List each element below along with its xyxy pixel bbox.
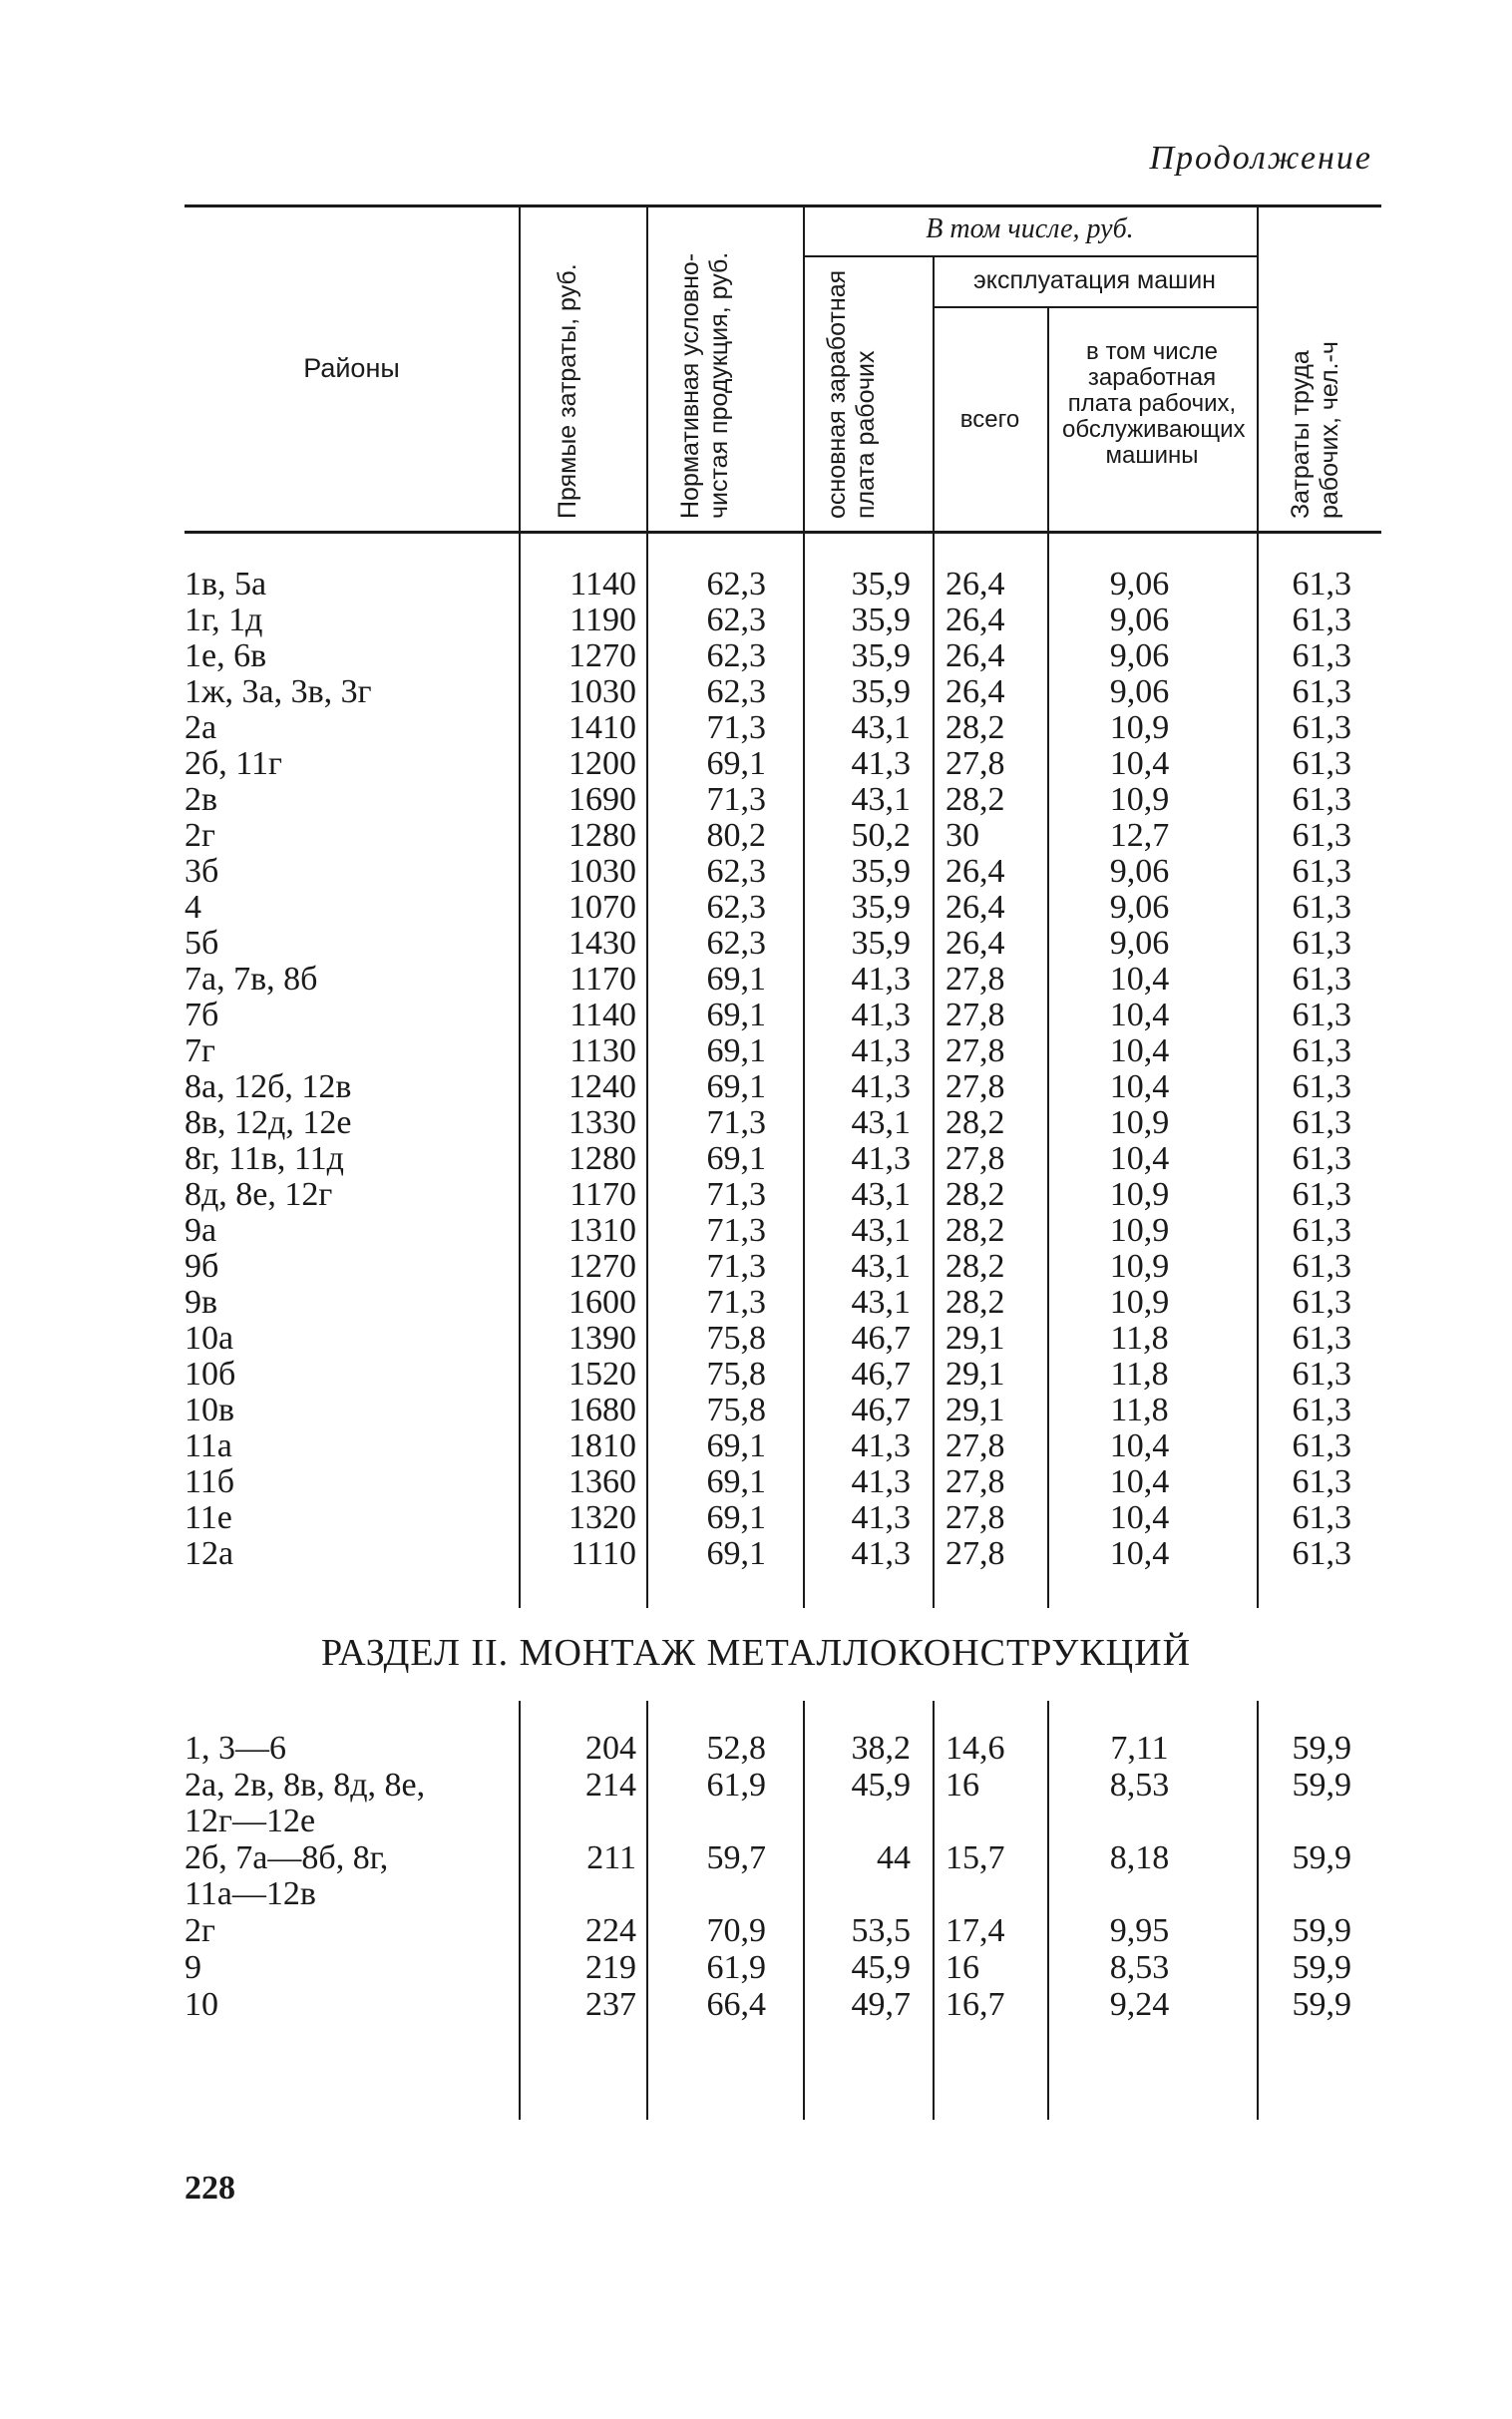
cell-wage: 43,1	[851, 1248, 911, 1285]
cell-direct: 1200	[568, 745, 636, 782]
cell-wage: 35,9	[851, 566, 911, 603]
cell-wage: 35,9	[851, 637, 911, 674]
cell-total: 28,2	[945, 1176, 1005, 1213]
header-normative-net: Нормативная условно-чистая продукция, руб.	[676, 251, 733, 519]
table-row	[0, 854, 1512, 890]
cell-region: 8д, 8е, 12г	[185, 1176, 333, 1213]
cell-direct: 1030	[568, 673, 636, 710]
cell-region: 11а	[185, 1427, 232, 1464]
cell-region: 8г, 11в, 11д	[185, 1140, 344, 1177]
cell-labor: 61,3	[1292, 1535, 1351, 1572]
table-row	[0, 1321, 1512, 1357]
header-labor-costs: Затраты труда рабочих, чел.-ч	[1287, 341, 1343, 519]
cell-region: 5б	[185, 925, 219, 962]
cell-mwage: 10,4	[1109, 1032, 1170, 1069]
cell-region: 2в	[185, 781, 218, 818]
cell-nucp: 71,3	[706, 1104, 766, 1141]
cell-region: 9а	[185, 1212, 217, 1249]
cell-total: 14,6	[945, 1730, 1005, 1767]
cell-nucp: 71,3	[706, 1212, 766, 1249]
cell-direct: 237	[585, 1986, 636, 2023]
page-number: 228	[185, 2170, 235, 2207]
cell-nucp: 75,8	[706, 1320, 766, 1357]
cell-labor: 61,3	[1292, 1104, 1351, 1141]
cell-total: 16	[945, 1767, 979, 1804]
cell-total: 27,8	[945, 997, 1005, 1033]
cell-wage: 35,9	[851, 602, 911, 638]
cell-wage: 43,1	[851, 781, 911, 818]
header-direct-costs: Прямые затраты, руб.	[554, 263, 581, 519]
cell-mwage: 9,06	[1109, 889, 1170, 926]
cell-total: 29,1	[945, 1356, 1005, 1393]
cell-wage: 43,1	[851, 1284, 911, 1321]
header-base-wage: основная заработная плата рабочих	[823, 269, 880, 519]
cell-labor: 59,9	[1292, 1986, 1351, 2023]
section2-title: РАЗДЕЛ II. МОНТАЖ МЕТАЛЛОКОНСТРУКЦИЙ	[320, 1632, 1192, 1674]
cell-total: 27,8	[945, 961, 1005, 998]
cell-mwage: 10,9	[1109, 781, 1170, 818]
cell-region: 2б, 7а—8б, 8г,	[185, 1839, 389, 1876]
cell-total: 27,8	[945, 1427, 1005, 1464]
cell-wage: 38,2	[851, 1730, 911, 1767]
cell-direct: 211	[586, 1839, 636, 1876]
cell-direct: 1410	[568, 709, 636, 746]
cell-region: 12а	[185, 1535, 234, 1572]
header-total: всего	[959, 406, 1020, 433]
cell-wage: 44	[877, 1839, 911, 1876]
header-including-rub: В том числе, руб.	[926, 213, 1134, 244]
cell-total: 28,2	[945, 1248, 1005, 1285]
cell-labor: 59,9	[1292, 1839, 1351, 1876]
table-row	[0, 1285, 1512, 1321]
cell-labor: 61,3	[1292, 925, 1351, 962]
cell-nucp: 80,2	[706, 817, 766, 854]
cell-mwage: 11,8	[1110, 1356, 1169, 1393]
cell-direct: 1280	[568, 817, 636, 854]
table-row	[0, 1464, 1512, 1500]
cell-region: 11е	[185, 1499, 232, 1536]
cell-labor: 59,9	[1292, 1912, 1351, 1949]
cell-mwage: 9,24	[1109, 1986, 1170, 2023]
cell-mwage: 9,06	[1109, 602, 1170, 638]
cell-region: 7а, 7в, 8б	[185, 961, 318, 998]
table-row	[0, 1913, 1512, 1949]
cell-direct: 1600	[568, 1284, 636, 1321]
cell-wage: 41,3	[851, 1032, 911, 1069]
table-row	[0, 1731, 1512, 1767]
table-row	[0, 746, 1512, 782]
cell-mwage: 9,06	[1109, 637, 1170, 674]
cell-nucp: 62,3	[706, 602, 766, 638]
cell-labor: 61,3	[1292, 566, 1351, 603]
cell-nucp: 62,3	[706, 889, 766, 926]
cell-wage: 41,3	[851, 997, 911, 1033]
cell-total: 28,2	[945, 1212, 1005, 1249]
table-row	[0, 1033, 1512, 1069]
cell-nucp: 69,1	[706, 1427, 766, 1464]
cell-mwage: 10,4	[1109, 745, 1170, 782]
cell-mwage: 9,06	[1109, 566, 1170, 603]
cell-total: 27,8	[945, 1499, 1005, 1536]
cell-nucp: 61,9	[706, 1767, 766, 1804]
cell-nucp: 71,3	[706, 709, 766, 746]
cell-wage: 53,5	[851, 1912, 911, 1949]
cell-direct: 1270	[568, 1248, 636, 1285]
cell-nucp: 69,1	[706, 1463, 766, 1500]
cell-nucp: 69,1	[706, 745, 766, 782]
cell-direct: 1110	[570, 1535, 636, 1572]
table-top-rule	[185, 204, 1381, 207]
cell-wage: 43,1	[851, 1212, 911, 1249]
cell-total: 26,4	[945, 889, 1005, 926]
cell-direct: 1360	[568, 1463, 636, 1500]
cell-region: 2а, 2в, 8в, 8д, 8е,	[185, 1767, 426, 1804]
cell-mwage: 10,9	[1109, 1212, 1170, 1249]
cell-direct: 1430	[568, 925, 636, 962]
subheader-rule-1	[803, 255, 1257, 257]
cell-labor: 61,3	[1292, 1248, 1351, 1285]
cell-region: 2а	[185, 709, 217, 746]
header-machine-operation: эксплуатация машин	[973, 266, 1216, 294]
cell-total: 26,4	[945, 637, 1005, 674]
cell-mwage: 12,7	[1109, 817, 1170, 854]
cell-direct: 1320	[568, 1499, 636, 1536]
table-row	[0, 962, 1512, 998]
table-row	[0, 1987, 1512, 2023]
cell-region: 2б, 11г	[185, 745, 282, 782]
cell-total: 17,4	[945, 1912, 1005, 1949]
table-row	[0, 1213, 1512, 1249]
cell-direct: 1140	[569, 997, 636, 1033]
cell-mwage: 10,4	[1109, 1535, 1170, 1572]
cell-wage: 41,3	[851, 961, 911, 998]
cell-total: 16	[945, 1949, 979, 1986]
table-row	[0, 1177, 1512, 1213]
header-regions: Районы	[303, 353, 400, 383]
cell-wage: 49,7	[851, 1986, 911, 2023]
cell-labor: 61,3	[1292, 889, 1351, 926]
cell-region: 2г	[185, 1912, 215, 1949]
cell-labor: 61,3	[1292, 709, 1351, 746]
cell-nucp: 62,3	[706, 853, 766, 890]
cell-mwage: 10,9	[1109, 709, 1170, 746]
cell-mwage: 9,06	[1109, 853, 1170, 890]
table-row	[0, 710, 1512, 746]
cell-direct: 219	[585, 1949, 636, 1986]
cell-labor: 61,3	[1292, 1032, 1351, 1069]
cell-wage: 41,3	[851, 745, 911, 782]
table-row	[0, 1357, 1512, 1393]
table-row	[0, 1767, 1512, 1839]
subheader-rule-2	[933, 306, 1257, 308]
cell-labor: 61,3	[1292, 1212, 1351, 1249]
cell-wage: 35,9	[851, 925, 911, 962]
cell-labor: 61,3	[1292, 1068, 1351, 1105]
cell-direct: 1330	[568, 1104, 636, 1141]
table-row	[0, 1839, 1512, 1912]
table-row	[0, 1536, 1512, 1572]
header-bottom-rule	[185, 531, 1381, 534]
cell-region: 1в, 5а	[185, 566, 267, 603]
cell-total: 28,2	[945, 1284, 1005, 1321]
cell-wage: 41,3	[851, 1427, 911, 1464]
cell-total: 27,8	[945, 745, 1005, 782]
cell-labor: 61,3	[1292, 1320, 1351, 1357]
cell-mwage: 11,8	[1110, 1320, 1169, 1357]
cell-direct: 1280	[568, 1140, 636, 1177]
cell-wage: 46,7	[851, 1320, 911, 1357]
cell-nucp: 69,1	[706, 997, 766, 1033]
cell-nucp: 69,1	[706, 1068, 766, 1105]
cell-total: 26,4	[945, 566, 1005, 603]
table-row	[0, 1950, 1512, 1986]
cell-total: 27,8	[945, 1535, 1005, 1572]
cell-region: 4	[185, 889, 201, 926]
cell-wage: 50,2	[851, 817, 911, 854]
cell-wage: 45,9	[851, 1949, 911, 1986]
cell-mwage: 10,9	[1109, 1284, 1170, 1321]
cell-total: 26,4	[945, 925, 1005, 962]
cell-nucp: 75,8	[706, 1392, 766, 1428]
cell-wage: 35,9	[851, 853, 911, 890]
cell-wage: 41,3	[851, 1140, 911, 1177]
cell-direct: 214	[585, 1767, 636, 1804]
cell-labor: 61,3	[1292, 781, 1351, 818]
cell-mwage: 9,95	[1109, 1912, 1170, 1949]
cell-wage: 41,3	[851, 1463, 911, 1500]
table-row	[0, 1393, 1512, 1428]
cell-mwage: 11,8	[1110, 1392, 1169, 1428]
cell-region-continued: 12г—12е	[185, 1803, 316, 1839]
cell-mwage: 7,11	[1110, 1730, 1169, 1767]
cell-region: 9в	[185, 1284, 218, 1321]
cell-labor: 61,3	[1292, 1176, 1351, 1213]
cell-nucp: 69,1	[706, 1535, 766, 1572]
cell-labor: 61,3	[1292, 1356, 1351, 1393]
cell-direct: 1390	[568, 1320, 636, 1357]
table-row	[0, 926, 1512, 962]
cell-direct: 1190	[569, 602, 636, 638]
table-row	[0, 890, 1512, 926]
cell-direct: 1130	[569, 1032, 636, 1069]
cell-nucp: 62,3	[706, 637, 766, 674]
cell-total: 26,4	[945, 602, 1005, 638]
cell-mwage: 10,4	[1109, 1140, 1170, 1177]
cell-wage: 41,3	[851, 1535, 911, 1572]
cell-nucp: 62,3	[706, 925, 766, 962]
cell-labor: 61,3	[1292, 673, 1351, 710]
table-row	[0, 818, 1512, 854]
cell-nucp: 71,3	[706, 1284, 766, 1321]
table-row	[0, 1428, 1512, 1464]
cell-wage: 43,1	[851, 1176, 911, 1213]
cell-total: 27,8	[945, 1068, 1005, 1105]
cell-total: 27,8	[945, 1463, 1005, 1500]
cell-labor: 61,3	[1292, 1392, 1351, 1428]
cell-total: 27,8	[945, 1140, 1005, 1177]
cell-wage: 35,9	[851, 889, 911, 926]
cell-nucp: 69,1	[706, 961, 766, 998]
cell-labor: 61,3	[1292, 817, 1351, 854]
cell-region: 11б	[185, 1463, 235, 1500]
cell-labor: 61,3	[1292, 997, 1351, 1033]
cell-labor: 61,3	[1292, 745, 1351, 782]
cell-mwage: 9,06	[1109, 673, 1170, 710]
cell-direct: 1240	[568, 1068, 636, 1105]
table-row	[0, 603, 1512, 638]
cell-labor: 61,3	[1292, 853, 1351, 890]
cell-direct: 1270	[568, 637, 636, 674]
cell-region: 10	[185, 1986, 218, 2023]
table-row	[0, 567, 1512, 603]
table-row	[0, 1105, 1512, 1141]
cell-direct: 204	[585, 1730, 636, 1767]
cell-total: 15,7	[945, 1839, 1005, 1876]
cell-total: 16,7	[945, 1986, 1005, 2023]
cell-direct: 1140	[569, 566, 636, 603]
table-row	[0, 638, 1512, 674]
cell-region: 1ж, 3а, 3в, 3г	[185, 673, 372, 710]
cell-region: 10а	[185, 1320, 234, 1357]
cell-wage: 41,3	[851, 1068, 911, 1105]
table-row	[0, 674, 1512, 710]
cell-labor: 61,3	[1292, 1140, 1351, 1177]
table-row	[0, 1141, 1512, 1177]
cell-total: 26,4	[945, 853, 1005, 890]
cell-wage: 43,1	[851, 1104, 911, 1141]
cell-total: 28,2	[945, 709, 1005, 746]
cell-wage: 43,1	[851, 709, 911, 746]
cell-direct: 1680	[568, 1392, 636, 1428]
cell-mwage: 8,18	[1109, 1839, 1170, 1876]
cell-direct: 1310	[568, 1212, 636, 1249]
cell-nucp: 61,9	[706, 1949, 766, 1986]
cell-wage: 46,7	[851, 1392, 911, 1428]
cell-labor: 61,3	[1292, 637, 1351, 674]
cell-nucp: 66,4	[706, 1986, 766, 2023]
cell-region: 1, 3—6	[185, 1730, 286, 1767]
cell-total: 30	[945, 817, 979, 854]
cell-nucp: 71,3	[706, 781, 766, 818]
cell-direct: 1810	[568, 1427, 636, 1464]
cell-mwage: 10,4	[1109, 961, 1170, 998]
cell-total: 28,2	[945, 1104, 1005, 1141]
cell-labor: 59,9	[1292, 1949, 1351, 1986]
cell-wage: 35,9	[851, 673, 911, 710]
cell-total: 28,2	[945, 781, 1005, 818]
cell-nucp: 59,7	[706, 1839, 766, 1876]
cell-mwage: 10,4	[1109, 1463, 1170, 1500]
cell-labor: 61,3	[1292, 1284, 1351, 1321]
cell-nucp: 69,1	[706, 1032, 766, 1069]
cell-direct: 1030	[568, 853, 636, 890]
cell-mwage: 8,53	[1109, 1767, 1170, 1804]
cell-mwage: 10,4	[1109, 997, 1170, 1033]
cell-region-continued: 11а—12в	[185, 1875, 316, 1912]
cell-direct: 224	[585, 1912, 636, 1949]
cell-wage: 41,3	[851, 1499, 911, 1536]
cell-region: 3б	[185, 853, 219, 890]
cell-region: 9	[185, 1949, 201, 1986]
cell-direct: 1070	[568, 889, 636, 926]
cell-labor: 59,9	[1292, 1730, 1351, 1767]
cell-nucp: 62,3	[706, 673, 766, 710]
cell-direct: 1170	[569, 961, 636, 998]
cell-mwage: 10,9	[1109, 1104, 1170, 1141]
table-row	[0, 1500, 1512, 1536]
cell-mwage: 10,9	[1109, 1248, 1170, 1285]
cell-nucp: 69,1	[706, 1499, 766, 1536]
cell-mwage: 9,06	[1109, 925, 1170, 962]
cell-mwage: 8,53	[1109, 1949, 1170, 1986]
cell-nucp: 75,8	[706, 1356, 766, 1393]
cell-direct: 1690	[568, 781, 636, 818]
cell-nucp: 71,3	[706, 1176, 766, 1213]
cell-total: 29,1	[945, 1392, 1005, 1428]
cell-nucp: 52,8	[706, 1730, 766, 1767]
cell-labor: 61,3	[1292, 602, 1351, 638]
cell-region: 1г, 1д	[185, 602, 263, 638]
cell-region: 7г	[185, 1032, 215, 1069]
cell-mwage: 10,9	[1109, 1176, 1170, 1213]
cell-nucp: 71,3	[706, 1248, 766, 1285]
cell-total: 27,8	[945, 1032, 1005, 1069]
table-row	[0, 1069, 1512, 1105]
cell-mwage: 10,4	[1109, 1427, 1170, 1464]
cell-nucp: 69,1	[706, 1140, 766, 1177]
cell-total: 29,1	[945, 1320, 1005, 1357]
cell-region: 10в	[185, 1392, 235, 1428]
cell-labor: 59,9	[1292, 1767, 1351, 1804]
cell-wage: 45,9	[851, 1767, 911, 1804]
cell-region: 8в, 12д, 12е	[185, 1104, 352, 1141]
cell-region: 1е, 6в	[185, 637, 267, 674]
cell-region: 9б	[185, 1248, 219, 1285]
cell-nucp: 70,9	[706, 1912, 766, 1949]
continuation-label: Продолжение	[1149, 140, 1372, 177]
table-row	[0, 782, 1512, 818]
cell-region: 10б	[185, 1356, 236, 1393]
cell-labor: 61,3	[1292, 1427, 1351, 1464]
header-including-wage-operators: в том числе заработная плата рабочих, обслуживающих машины	[1062, 338, 1246, 469]
cell-direct: 1520	[568, 1356, 636, 1393]
cell-direct: 1170	[569, 1176, 636, 1213]
cell-labor: 61,3	[1292, 1463, 1351, 1500]
cell-wage: 46,7	[851, 1356, 911, 1393]
table-row	[0, 1249, 1512, 1285]
cell-mwage: 10,4	[1109, 1068, 1170, 1105]
cell-region: 8а, 12б, 12в	[185, 1068, 352, 1105]
cell-mwage: 10,4	[1109, 1499, 1170, 1536]
cell-labor: 61,3	[1292, 961, 1351, 998]
cell-total: 26,4	[945, 673, 1005, 710]
cell-nucp: 62,3	[706, 566, 766, 603]
table-row	[0, 998, 1512, 1033]
cell-region: 7б	[185, 997, 219, 1033]
cell-region: 2г	[185, 817, 215, 854]
cell-labor: 61,3	[1292, 1499, 1351, 1536]
